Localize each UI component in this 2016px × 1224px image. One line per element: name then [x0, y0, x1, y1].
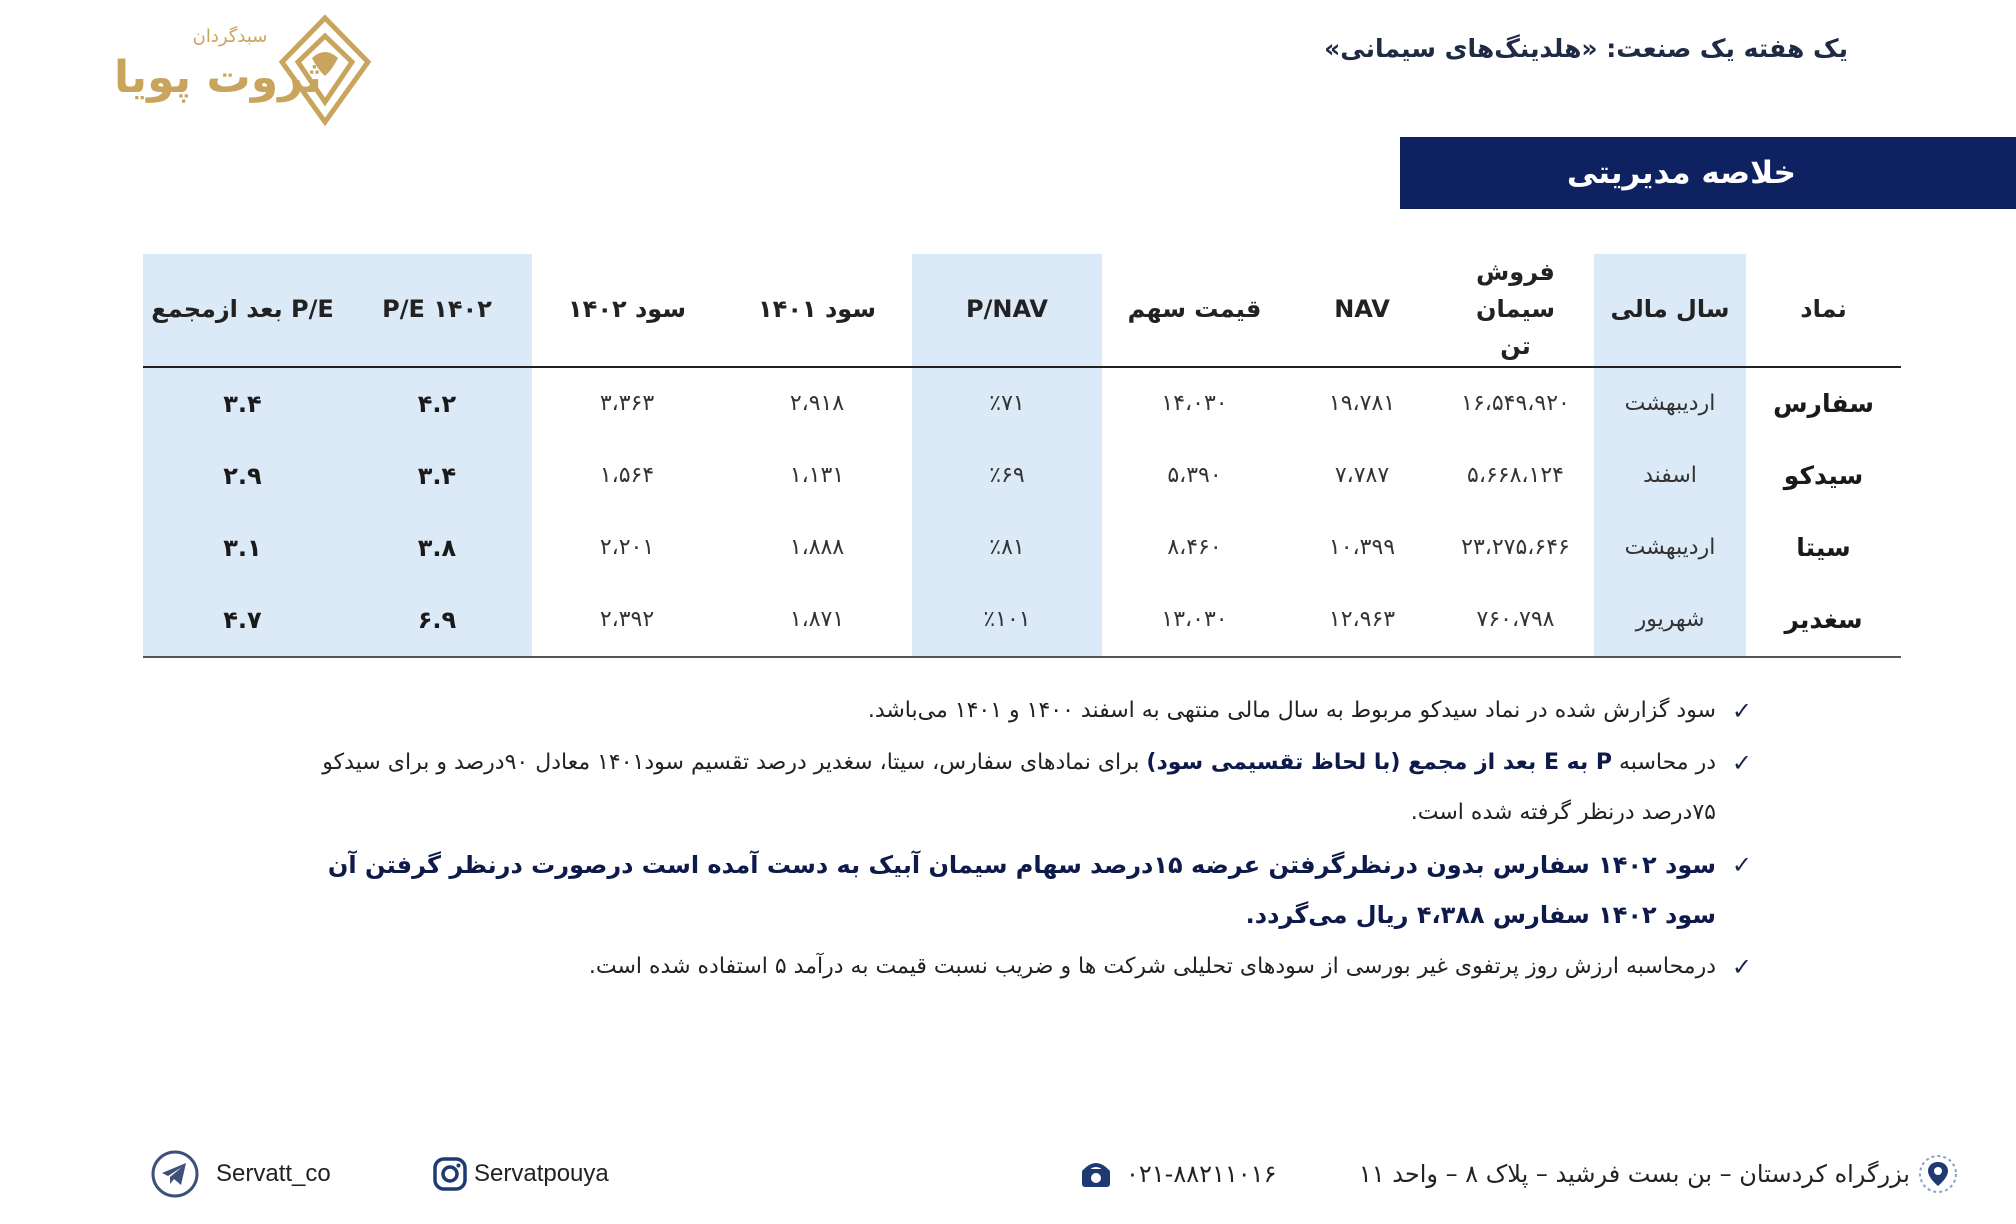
checkmark-icon: ✓: [1731, 749, 1752, 777]
note-text: سود گزارش شده در نماد سیدکو مربوط به سال مالی منتهی به اسفند ۱۴۰۰ و ۱۴۰۱ می‌باشد.: [867, 698, 1716, 723]
cell-pe-1402: ۳.۸: [342, 512, 532, 584]
note-item: [300, 840, 1752, 940]
col-header-pnav: P/NAV: [912, 254, 1102, 367]
note-item: [300, 686, 1752, 736]
address-text: بزرگراه کردستان – بن بست فرشید – پلاک ۸ – واحد ۱۱: [1358, 1160, 1910, 1188]
col-header-nav: NAV: [1287, 254, 1437, 367]
cell-profit-1402: ۱،۵۶۴: [599, 463, 655, 489]
cell-price: ۵،۳۹۰: [1167, 463, 1222, 489]
footer-address: [1359, 1154, 1958, 1194]
note-text-post: برای نمادهای سفارس، سیتا، سغدیر درصد تقسیم سود۱۴۰۱ معادل ۹۰درصد و برای سیدکو ۷۵درصد درنظر گرفته شده است.: [322, 750, 1716, 825]
table-header-row: [143, 254, 1901, 367]
col-header-pe-1402: P/E ۱۴۰۲: [342, 254, 532, 367]
col-header-sales-unit: تن: [1500, 332, 1531, 361]
instagram-icon: [432, 1156, 468, 1192]
note-text: سود ۱۴۰۲ سفارس بدون درنظرگرفتن عرضه ۱۵درصد سهام سیمان آبیک به دست آمده است درصورت درنظر گرفتن آن سود ۱۴۰۲ سفارس ۴،۳۸۸ ریال می‌گردد.: [327, 851, 1716, 929]
cell-price: ۱۳،۰۳۰: [1102, 584, 1287, 657]
telegram-icon: [150, 1149, 200, 1199]
cell-nav: ۷،۷۸۷: [1334, 463, 1390, 489]
location-pin-icon: [1918, 1154, 1958, 1194]
cell-sales: ۲۳،۲۷۵،۶۴۶: [1461, 535, 1570, 561]
cell-price: ۸،۴۶۰: [1167, 535, 1222, 561]
col-header-fiscal: سال مالی: [1594, 254, 1746, 367]
cell-sales: ۷۶۰،۷۹۸: [1437, 584, 1594, 657]
cell-pnav: ٪۷۱: [912, 367, 1102, 440]
note-item: [300, 942, 1752, 992]
footer-telegram[interactable]: [150, 1154, 331, 1194]
cell-pe-1402: ۳.۴: [342, 440, 532, 512]
cell-pnav: ٪۸۱: [912, 512, 1102, 584]
cell-fiscal: شهریور: [1594, 584, 1746, 657]
cell-pe-after: ۲.۹: [143, 440, 342, 512]
cell-pnav: ٪۶۹: [912, 440, 1102, 512]
col-header-pe-after: P/E بعد ازمجمع: [143, 254, 342, 367]
summary-table: [143, 254, 1901, 658]
table-row: [143, 367, 1901, 440]
footer-instagram[interactable]: [432, 1154, 609, 1194]
col-header-sales-label: فروش سیمان: [1476, 258, 1555, 324]
section-banner: [1400, 137, 2016, 209]
cell-profit-1402: ۲،۳۹۲: [532, 584, 722, 657]
cell-nav: ۱۰،۳۹۹: [1328, 535, 1396, 561]
cell-symbol: سغدیر: [1746, 584, 1901, 657]
cell-profit-1401: ۱،۸۷۱: [722, 584, 912, 657]
cell-profit-1402: ۲،۲۰۱: [599, 535, 655, 561]
company-logo: [114, 10, 380, 128]
cell-pe-1402: ۶.۹: [342, 584, 532, 657]
phone-text: ۰۲۱-۸۸۲۱۱۰۱۶: [1126, 1160, 1277, 1188]
report-title: یک هفته یک صنعت: «هلدینگ‌های سیمانی»: [1324, 34, 1848, 63]
col-header-sales: [1437, 254, 1594, 367]
cell-pe-1402: ۴.۲: [342, 367, 532, 440]
cell-pe-after: ۳.۴: [143, 367, 342, 440]
section-title: خلاصه مدیریتی: [1566, 155, 1796, 191]
note-text-bold: P به E بعد از مجمع (با لحاظ تقسیمی سود): [1146, 750, 1613, 775]
cell-nav: ۱۹،۷۸۱: [1328, 391, 1396, 417]
cell-symbol: سیتا: [1796, 533, 1851, 563]
cell-fiscal: اردیبهشت: [1594, 512, 1746, 584]
checkmark-icon: ✓: [1731, 851, 1752, 879]
cell-price: ۱۴،۰۳۰: [1161, 391, 1228, 417]
cell-nav: ۱۲،۹۶۳: [1287, 584, 1437, 657]
cell-fiscal: اردیبهشت: [1594, 367, 1746, 440]
note-text-pre: در محاسبه: [1619, 750, 1716, 775]
phone-icon: [1078, 1157, 1114, 1191]
logo-text-main: ثروت پویا: [114, 52, 322, 103]
table-row: [143, 512, 1901, 584]
telegram-handle: Servatt_co: [216, 1160, 331, 1187]
cell-sales: ۵،۶۶۸،۱۲۴: [1467, 463, 1564, 489]
cell-profit-1402: ۳،۳۶۳: [599, 391, 655, 417]
cell-fiscal: اسفند: [1594, 440, 1746, 512]
cell-profit-1401: ۱،۸۸۸: [789, 535, 845, 561]
note-text: درمحاسبه ارزش روز پرتفوی غیر بورسی از سودهای تحلیلی شرکت ها و ضریب نسبت قیمت به درآمد ۵ استفاده شده است.: [588, 954, 1716, 979]
cell-symbol: سیدکو: [1783, 461, 1864, 491]
checkmark-icon: ✓: [1731, 697, 1752, 725]
col-header-symbol: نماد: [1746, 254, 1901, 367]
cell-pe-after: ۳.۱: [143, 512, 342, 584]
cell-pnav: ٪۱۰۱: [912, 584, 1102, 657]
footer-phone: [1078, 1154, 1276, 1194]
cell-symbol: سفارس: [1773, 389, 1874, 419]
table-row: [143, 440, 1901, 512]
table-row: [143, 584, 1901, 657]
cell-sales: ۱۶،۵۴۹،۹۲۰: [1461, 391, 1570, 417]
cell-profit-1401: ۲،۹۱۸: [789, 391, 845, 417]
logo-text-top: سبدگردان: [192, 26, 268, 47]
instagram-handle: Servatpouya: [474, 1160, 609, 1187]
col-header-price: قیمت سهم: [1102, 254, 1287, 367]
cell-pe-after: ۴.۷: [143, 584, 342, 657]
note-item: [300, 738, 1752, 838]
col-header-profit-1401: سود ۱۴۰۱: [722, 254, 912, 367]
notes-list: [300, 686, 1752, 994]
col-header-profit-1402: سود ۱۴۰۲: [532, 254, 722, 367]
checkmark-icon: ✓: [1731, 953, 1752, 981]
cell-profit-1401: ۱،۱۳۱: [789, 463, 845, 489]
